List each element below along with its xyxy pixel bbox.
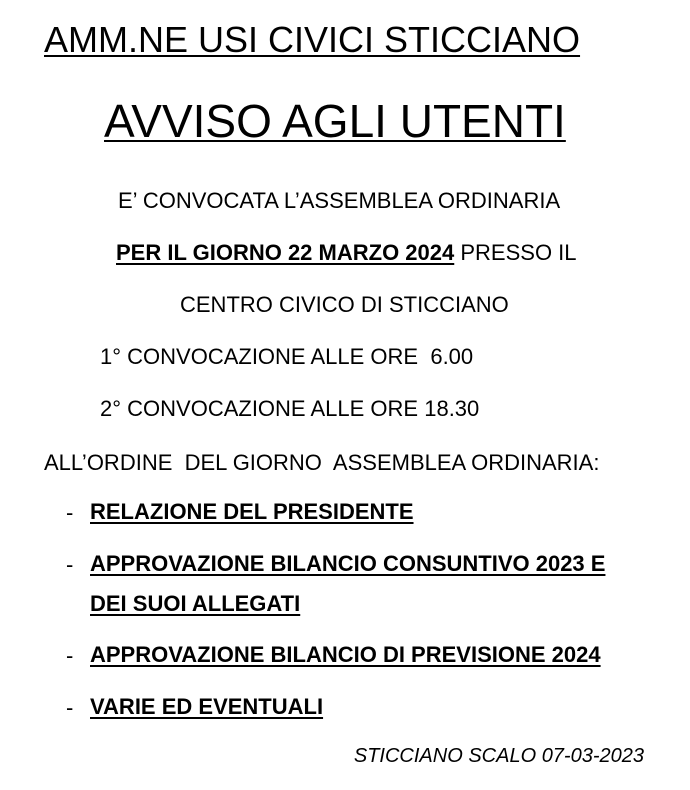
agenda-item-text: VARIE ED EVENTUALI — [90, 694, 324, 719]
agenda-item-text-continued: DEI SUOI ALLEGATI — [90, 591, 301, 616]
meeting-date: PER IL GIORNO 22 MARZO 2024 — [116, 240, 455, 265]
place-and-date: STICCIANO SCALO 07-03-2023 — [353, 745, 644, 767]
agenda-item — [90, 544, 605, 624]
bullet-dash: - — [66, 500, 74, 525]
agenda-item-text: RELAZIONE DEL PRESIDENTE — [90, 499, 414, 524]
date-line — [116, 242, 577, 264]
convocation-line: E’ CONVOCATA L’ASSEMBLEA ORDINARIA — [118, 188, 561, 213]
agenda-item — [90, 635, 601, 675]
notice-title: AVVISO AGLI UTENTI — [104, 95, 566, 147]
first-call-line: 1° CONVOCAZIONE ALLE ORE 6.00 — [100, 344, 474, 369]
agenda-item — [90, 687, 323, 727]
second-call-line: 2° CONVOCAZIONE ALLE ORE 18.30 — [100, 396, 480, 421]
agenda-item-text: APPROVAZIONE BILANCIO DI PREVISIONE 2024 — [90, 642, 601, 667]
bullet-dash: - — [66, 695, 74, 720]
bullet-dash: - — [66, 643, 74, 668]
venue-line: CENTRO CIVICO DI STICCIANO — [180, 292, 509, 317]
date-line-rest: PRESSO IL — [454, 240, 577, 265]
agenda-item — [90, 492, 414, 532]
agenda-heading: ALL’ORDINE DEL GIORNO ASSEMBLEA ORDINARIA: — [44, 450, 600, 475]
bullet-dash: - — [66, 552, 74, 577]
organization-heading: AMM.NE USI CIVICI STICCIANO — [44, 19, 581, 60]
agenda-item-text: APPROVAZIONE BILANCIO CONSUNTIVO 2023 E — [90, 551, 606, 576]
